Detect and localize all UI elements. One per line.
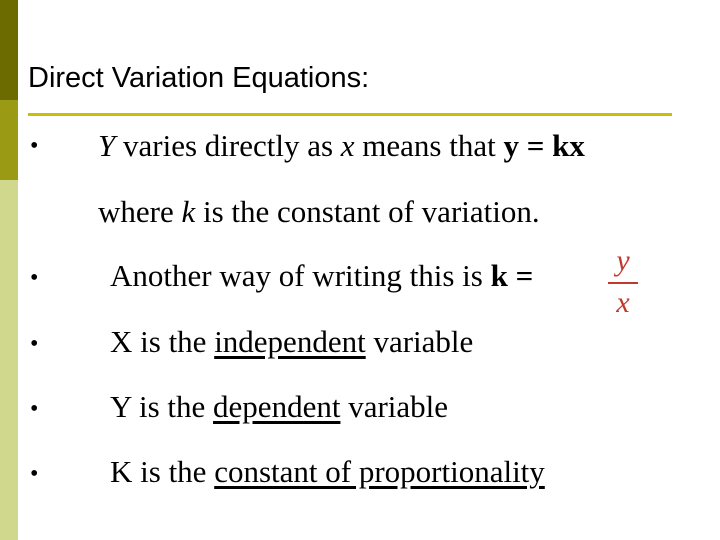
- line6-text1: K is the: [110, 454, 215, 489]
- fraction-numerator: y: [616, 244, 630, 277]
- bullet-3: •: [30, 331, 39, 357]
- line1-text1: varies directly as: [115, 128, 341, 163]
- bullet-1: •: [30, 133, 39, 159]
- fraction-bar: [608, 282, 638, 284]
- equation-y-kx: y = kx: [503, 128, 585, 163]
- line-varies-directly: [98, 128, 585, 164]
- fraction-denominator: x: [616, 286, 630, 319]
- line-where-k: [98, 194, 540, 230]
- line-dependent: [110, 389, 448, 425]
- line4-text2: variable: [365, 324, 474, 359]
- line-another-way: [110, 258, 533, 294]
- fraction-y-over-x: [604, 246, 642, 322]
- slide-title: Direct Variation Equations:: [28, 62, 370, 94]
- line3-text: Another way of writing this is: [110, 258, 491, 293]
- bullet-5: •: [30, 461, 39, 487]
- sidebar-band-light: [0, 180, 18, 540]
- line1-text2: means that: [354, 128, 504, 163]
- line2-text2: is the constant of variation.: [195, 194, 540, 229]
- constant-term: constant of proportionality: [214, 454, 545, 489]
- x-var: x: [340, 128, 355, 163]
- sidebar-band-mid: [0, 100, 18, 180]
- independent-term: independent: [214, 324, 366, 359]
- sidebar-band-dark: [0, 0, 18, 100]
- line2-text1: where: [98, 194, 182, 229]
- line-independent: [110, 324, 473, 360]
- y-var: Y: [98, 128, 116, 163]
- bullet-4: •: [30, 396, 39, 422]
- title-divider: [28, 113, 672, 116]
- dependent-term: dependent: [213, 389, 341, 424]
- k-var: k: [181, 194, 196, 229]
- line5-text1: Y is the: [110, 389, 214, 424]
- line-constant: [110, 454, 545, 490]
- bullet-2: •: [30, 265, 39, 291]
- line5-text2: variable: [340, 389, 449, 424]
- line4-text1: X is the: [110, 324, 215, 359]
- k-equals: k =: [490, 258, 534, 293]
